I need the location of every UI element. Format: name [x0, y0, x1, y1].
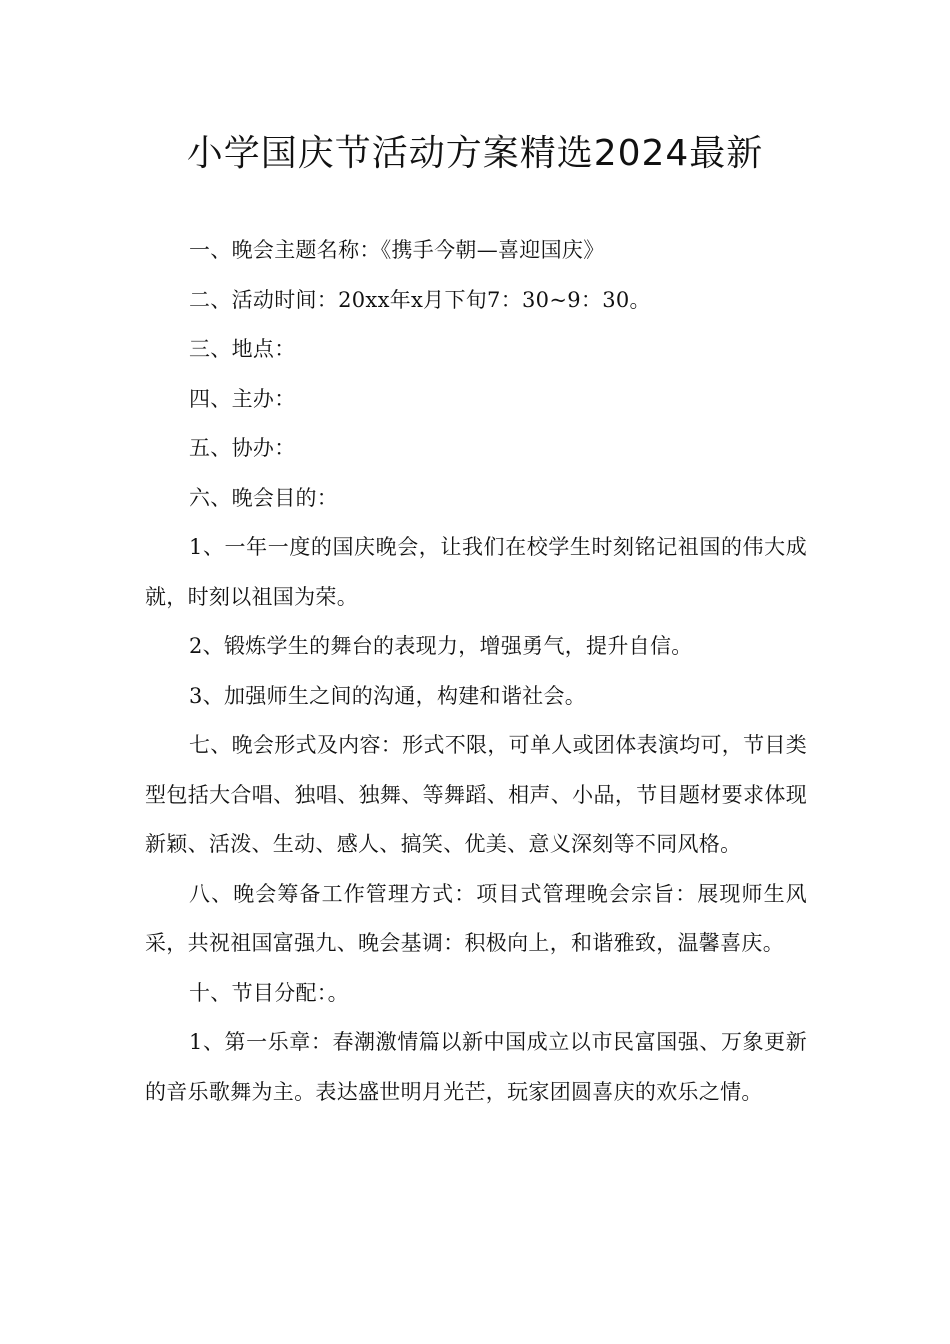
- paragraph-theme: 一、晚会主题名称：《携手今朝—喜迎国庆》: [189, 238, 605, 262]
- paragraph-location: 三、地点：: [189, 337, 296, 361]
- paragraph-chapter-1: 1、第一乐章：春潮激情篇以新中国成立以市民富国强、万象更新的音乐歌舞为主。表达盛世明月光芒，玩家团圆喜庆的欢乐之情。: [145, 1030, 807, 1104]
- paragraph-purpose-heading: 六、晚会目的：: [189, 485, 339, 510]
- document-body: [145, 226, 807, 1117]
- paragraph-host: 四、主办：: [189, 386, 296, 411]
- paragraph-purpose-2: 2、锻炼学生的舞台的表现力，增强勇气，提升自信。: [189, 634, 693, 658]
- paragraph-purpose-1: 1、一年一度的国庆晚会，让我们在校学生时刻铭记祖国的伟大成就，时刻以祖国为荣。: [145, 535, 807, 609]
- paragraph-format: 七、晚会形式及内容：形式不限，可单人或团体表演均可，节目类型包括大合唱、独唱、独舞、等舞蹈、相声、小品，节目题材要求体现新颖、活泼、生动、感人、搞笑、优美、意义深刻等不同风格。: [145, 733, 807, 856]
- paragraph-time: 二、活动时间：20xx年x月下旬7：30~9：30。: [189, 287, 651, 312]
- paragraph-co-host: 五、协办：: [189, 436, 296, 460]
- document-title: 小学国庆节活动方案精选2024最新: [186, 133, 764, 174]
- paragraph-program-allocation: 十、节目分配：。: [189, 980, 349, 1005]
- paragraph-purpose-3: 3、加强师生之间的沟通，构建和谐社会。: [189, 683, 587, 708]
- paragraph-management: 八、晚会筹备工作管理方式：项目式管理晚会宗旨：展现师生风采，共祝祖国富强九、晚会基调：积极向上，和谐雅致，温馨喜庆。: [145, 881, 807, 955]
